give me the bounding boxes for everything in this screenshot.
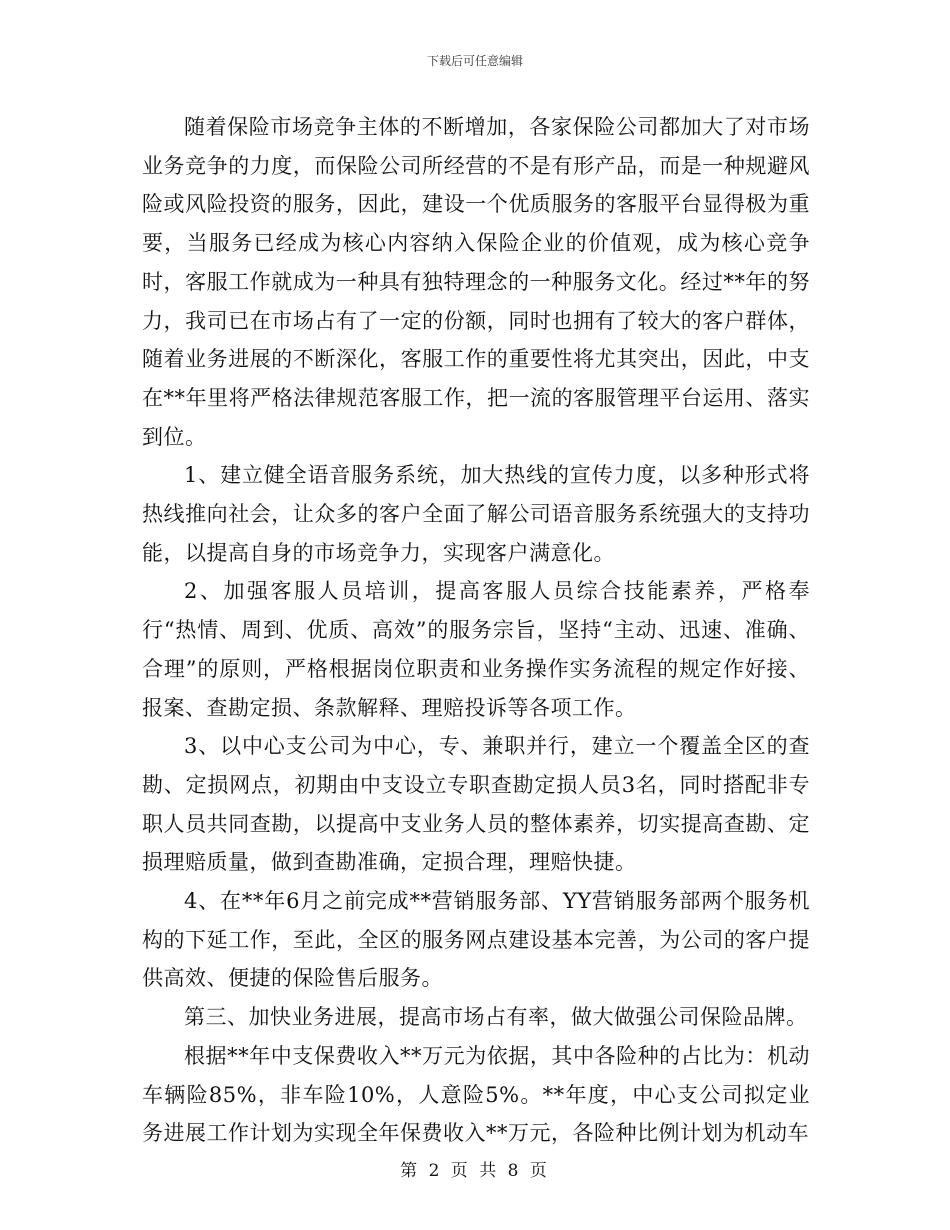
paragraph-section-three: 第三、加快业务进展，提高市场占有率，做大做强公司保险品牌。 [184, 1005, 808, 1030]
paragraph-premium-plan: 根据**年中支保费收入**万元为依据，其中各险种的占比为：机动车辆险85%，非车险10%，人意险5%。**年度，中心支公司拟定业务进展工作计划为实现全年保费收入**万元，各险种比例计划为机动车 [142, 1043, 810, 1146]
document-body [142, 108, 810, 1153]
paragraph-intro: 随着保险市场竞争主体的不断增加，各家保险公司都加大了对市场业务竞争的力度，而保险公司所经营的不是有形产品，而是一种规避风险或风险投资的服务，因此，建设一个优质服务的客服平台显得极为重要，当服务已经成为核心内容纳入保险企业的价值观，成为核心竞争时，客服工作就成为一种具有独特理念的一种服务文化。经过**年的努力，我司已在市场占有了一定的份额，同时也拥有了较大的客户群体，随着业务进展的不断深化，客服工作的重要性将尤其突出，因此，中支在**年里将严格法律规范客服工作，把一流的客服管理平台运用、落实到位。 [142, 115, 810, 449]
page-header: 下载后可任意编辑 [426, 54, 523, 68]
paragraph-item-4: 4、在**年6月之前完成**营销服务部、YY营销服务部两个服务机构的下延工作，至此，全区的服务网点建设基本完善，为公司的客户提供高效、便捷的保险售后服务。 [142, 889, 810, 991]
paragraph-item-1: 1、建立健全语音服务系统，加大热线的宣传力度，以多种形式将热线推向社会，让众多的客户全面了解公司语音服务系统强大的支持功能，以提高自身的市场竞争力，实现客户满意化。 [142, 463, 810, 565]
paragraph-item-3: 3、以中心支公司为中心，专、兼职并行，建立一个覆盖全区的查勘、定损网点，初期由中支设立专职查勘定损人员3名，同时搭配非专职人员共同查勘，以提高中支业务人员的整体素养，切实提高查勘、定损理赔质量，做到查勘准确，定损合理，理赔快捷。 [142, 734, 810, 875]
page-footer: 第 2 页 共 8 页 [400, 1161, 550, 1181]
paragraph-item-2: 2、加强客服人员培训，提高客服人员综合技能素养，严格奉行“热情、周到、优质、高效”的服务宗旨，坚持“主动、迅速、准确、合理”的原则，严格根据岗位职责和业务操作实务流程的规定作好接、报案、查勘定损、条款解释、理赔投诉等各项工作。 [142, 579, 810, 720]
